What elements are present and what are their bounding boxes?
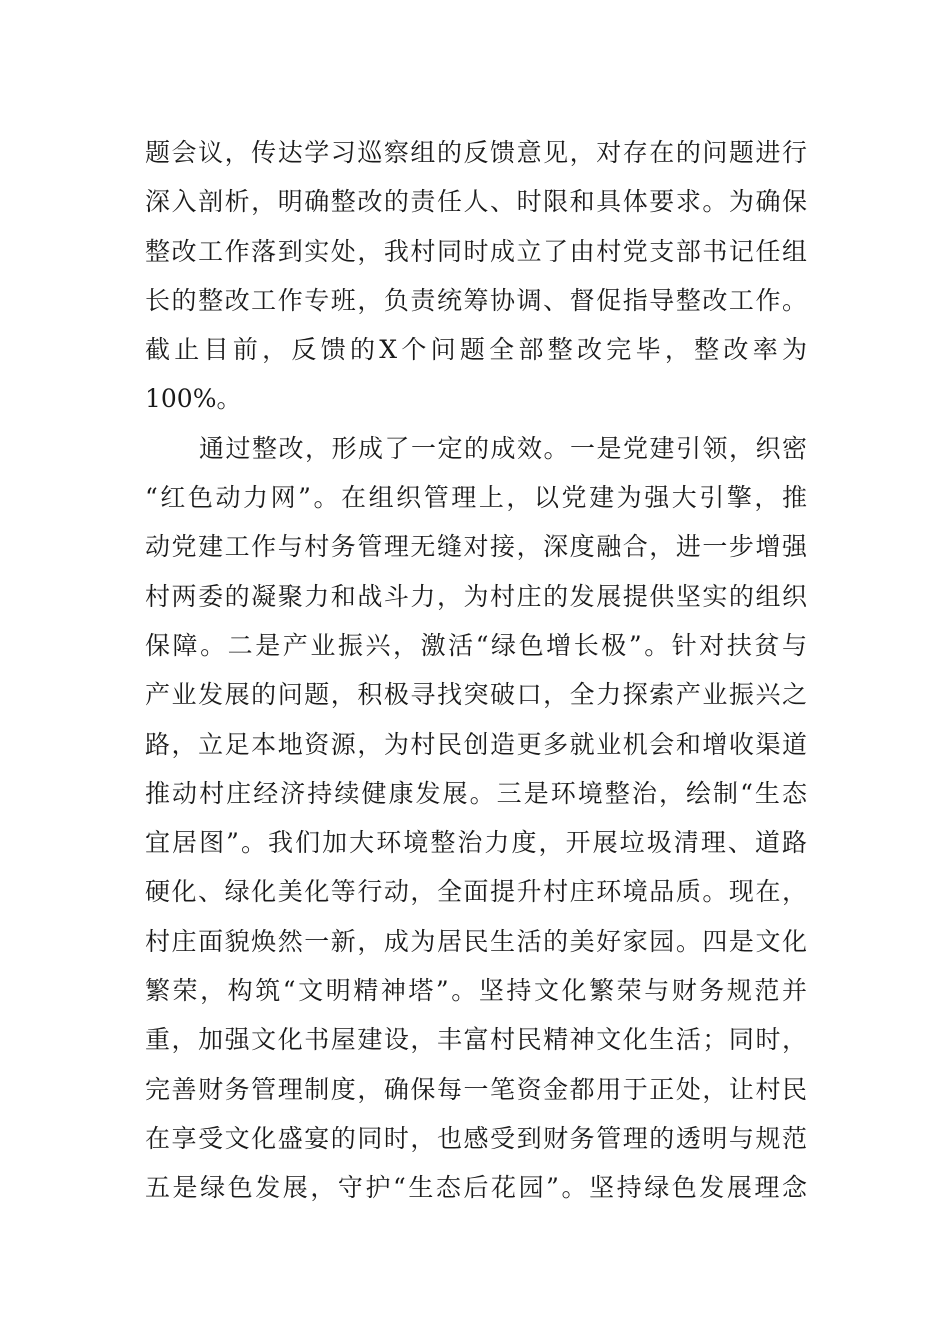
paragraph-line: 在享受文化盛宴的同时，也感受到财务管理的透明与规范 [145,1123,807,1153]
paragraph-2 [145,424,807,1213]
paragraph-line: 推动村庄经济持续健康发展。三是环境整治，绘制“生态 [145,778,807,808]
paragraph-line: 题会议，传达学习巡察组的反馈意见，对存在的问题进行 [145,138,807,167]
paragraph-line: 整改工作落到实处，我村同时成立了由村党支部书记任组 [145,236,807,266]
paragraph-1 [145,128,807,424]
paragraph-line: 通过整改，形成了一定的成效。一是党建引领，织密 [199,433,807,463]
paragraph-line: 路，立足本地资源，为村民创造更多就业机会和增收渠道 [145,729,807,759]
paragraph-line: 保障。二是产业振兴，激活“绿色增长极”。针对扶贫与 [145,630,807,660]
paragraph-line: “红色动力网”。在组织管理上，以党建为强大引擎，推 [145,483,807,513]
paragraph-line: 动党建工作与村务管理无缝对接，深度融合，进一步增强 [145,532,807,562]
paragraph-line: 长的整改工作专班，负责统筹协调、督促指导整改工作。 [145,285,807,315]
paragraph-line: 繁荣，构筑“文明精神塔”。坚持文化繁荣与财务规范并 [145,976,807,1006]
paragraph-line: 村庄面貌焕然一新，成为居民生活的美好家园。四是文化 [145,926,807,956]
paragraph-line: 截止目前，反馈的X个问题全部整改完毕，整改率为 [145,335,807,365]
paragraph-line: 重，加强文化书屋建设，丰富村民精神文化生活；同时， [145,1025,807,1055]
paragraph-line: 产业发展的问题，积极寻找突破口，全力探索产业振兴之 [145,680,807,710]
paragraph-line: 村两委的凝聚力和战斗力，为村庄的发展提供坚实的组织 [145,581,807,611]
paragraph-line: 深入剖析，明确整改的责任人、时限和具体要求。为确保 [145,187,807,217]
paragraph-line: 宜居图”。我们加大环境整治力度，开展垃圾清理、道路 [145,828,807,858]
paragraph-line: 五是绿色发展，守护“生态后花园”。坚持绿色发展理念 [145,1173,807,1203]
paragraph-line: 硬化、绿化美化等行动，全面提升村庄环境品质。现在， [145,877,807,907]
body-text [145,128,807,1213]
paragraph-line: 完善财务管理制度，确保每一笔资金都用于正处，让村民 [145,1074,807,1104]
paragraph-line: 100%。 [145,384,242,414]
